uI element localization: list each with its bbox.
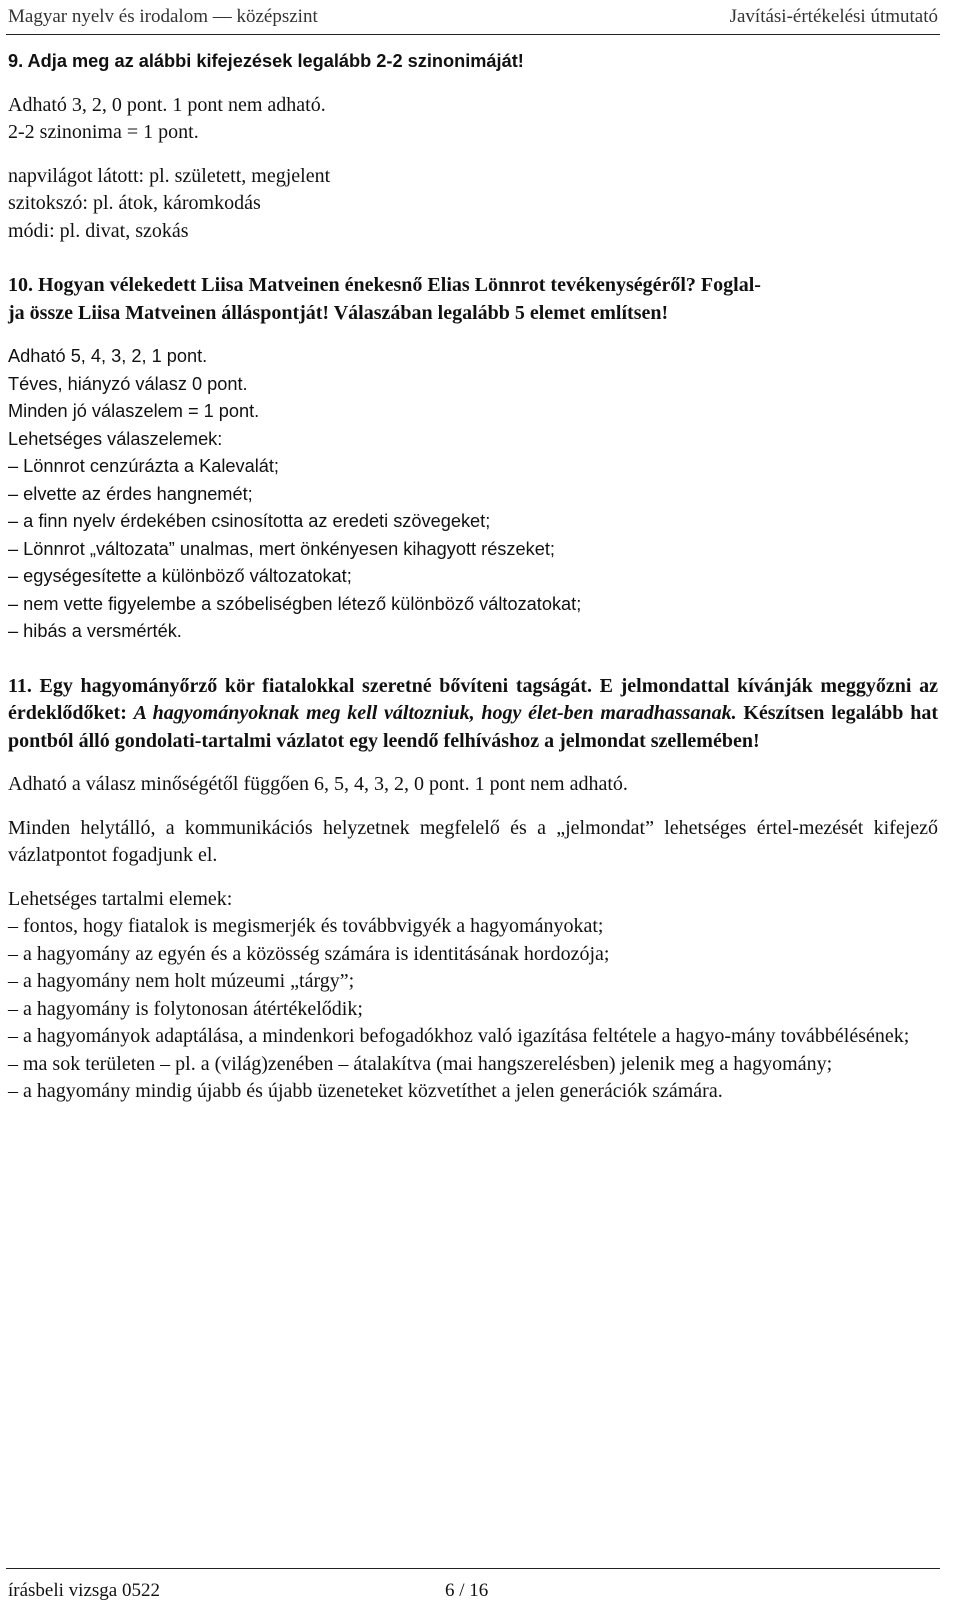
q11-element: – a hagyományok adaptálása, a mindenkori befogadókhoz való igazítása feltétele a hagyo-mány továbbélésének; <box>8 1025 910 1047</box>
q10-element: – nem vette figyelembe a szóbeliségben létező különböző változatokat; <box>8 593 582 614</box>
q10-element: – egységesítette a különböző változatokat; <box>8 566 352 586</box>
q11-element: – ma sok területen – pl. a (világ)zenében – átalakítva (mai hangszerelésben) jelenik meg a hagyomány; <box>8 1052 833 1075</box>
page-footer <box>0 1568 960 1609</box>
q9-scoring-line: Adható 3, 2, 0 pont. 1 pont nem adható. <box>8 93 326 116</box>
footer-divider <box>6 1568 940 1569</box>
q10-element: – a finn nyelv érdekében csinosította az eredeti szövegeket; <box>8 511 491 531</box>
header-doc-title: Javítási-értékelési útmutató <box>729 6 938 27</box>
q10-element: – elvette az érdes hangnemét; <box>8 483 253 504</box>
page-header <box>0 0 960 34</box>
q10-scoring-line: Téves, hiányzó válasz 0 pont. <box>8 373 248 394</box>
q9-title: 9. Adja meg az alábbi kifejezések legalább 2-2 szinonimáját! <box>8 51 524 71</box>
q11-elements-label: Lehetséges tartalmi elemek: <box>8 887 233 910</box>
q11-motto: A hagyományoknak meg kell változniuk, hogy élet-ben maradhassanak. <box>133 702 737 724</box>
q10-scoring-line: Adható 5, 4, 3, 2, 1 pont. <box>8 346 208 366</box>
footer-page-number: 6 / 16 <box>445 1580 489 1601</box>
header-subject: Magyar nyelv és irodalom — középszint <box>8 6 318 27</box>
q10-title-line: ja össze Liisa Matveinen álláspontját! Válaszában legalább 5 elemet említsen! <box>8 301 669 324</box>
q9-answer: módi: pl. divat, szokás <box>8 219 189 242</box>
q11-title-part2: Készítsen legalább hat pontból álló gondolati-tartalmi vázlatot egy leendő felhíváshoz a jelmondat szellemében! <box>8 702 938 752</box>
q11-title <box>8 673 938 756</box>
q11-title-part1: 11. Egy hagyományőrző kör fiatalokkal szeretné bővíteni tagságát. E jelmondattal kívánják meggyőzni az érdeklődőket: <box>8 674 938 724</box>
q10-element: – Lönnrot cenzúrázta a Kalevalát; <box>8 456 279 476</box>
q9-answer: szitokszó: pl. átok, káromkodás <box>8 192 261 214</box>
q11-scoring: Adható a válasz minőségétől függően 6, 5, 4, 3, 2, 0 pont. 1 pont nem adható. <box>8 773 628 795</box>
q10-scoring-line: Minden jó válaszelem = 1 pont. <box>8 401 260 421</box>
q9-scoring-line: 2-2 szinonima = 1 pont. <box>8 121 199 143</box>
q11-element: – fontos, hogy fiatalok is megismerjék és továbbvigyék a hagyományokat; <box>8 915 604 937</box>
q10-element: – hibás a versmérték. <box>8 621 182 641</box>
q10-title-line: 10. Hogyan vélekedett Liisa Matveinen énekesnő Elias Lönnrot tevékenységéről? Foglal- <box>8 274 761 296</box>
footer-exam-code: írásbeli vizsga 0522 <box>8 1580 160 1601</box>
q11-element: – a hagyomány mindig újabb és újabb üzeneteket közvetíthet a jelen generációk számára. <box>8 1080 723 1102</box>
document-body <box>8 48 938 1106</box>
q11-note: Minden helytálló, a kommunikációs helyzetnek megfelelő és a „jelmondat” lehetséges értel-mezését kifejező vázlatpontot fogadjunk el. <box>8 816 938 866</box>
q11-element: – a hagyomány nem holt múzeumi „tárgy”; <box>8 970 355 992</box>
q10-element: – Lönnrot „változata” unalmas, mert önkényesen kihagyott részeket; <box>8 538 555 559</box>
q11-element: – a hagyomány az egyén és a közösség számára is identitásának hordozója; <box>8 942 610 965</box>
q11-element: – a hagyomány is folytonosan átértékelődik; <box>8 997 363 1020</box>
q10-elements-label: Lehetséges válaszelemek: <box>8 428 223 449</box>
q9-answer: napvilágot látott: pl. született, megjelent <box>8 164 331 187</box>
header-divider <box>6 34 940 35</box>
